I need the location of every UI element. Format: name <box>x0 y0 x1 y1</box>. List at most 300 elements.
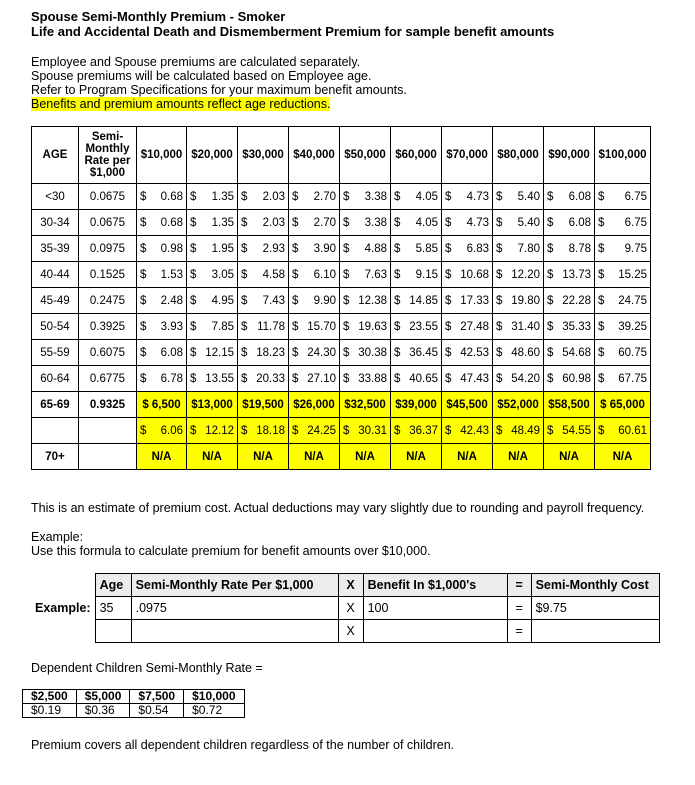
example-age: 35 <box>95 597 131 620</box>
dollar-sign: $ <box>445 320 452 333</box>
premium-value: 27.10 <box>307 372 336 385</box>
premium-value: 47.43 <box>460 372 489 385</box>
dependent-benefit: $7,500 <box>130 690 184 704</box>
dollar-sign: $ <box>343 294 350 307</box>
dollar-sign: $ <box>496 242 503 255</box>
dollar-sign: $ <box>394 190 401 203</box>
dollar-sign: $ <box>140 346 147 359</box>
dollar-sign: $ <box>445 372 452 385</box>
blank-rate-cell[interactable] <box>131 620 338 643</box>
premium-value: 6.06 <box>160 424 183 437</box>
premium-value: 12.15 <box>205 346 234 359</box>
dollar-sign: $ <box>598 424 605 437</box>
premium-value: 39.25 <box>618 320 647 333</box>
premium-cell <box>137 184 187 210</box>
premium-cell <box>442 262 493 288</box>
example-label: Example: <box>35 601 91 615</box>
premium-value: 6.75 <box>624 216 647 229</box>
header-amount: $50,000 <box>340 127 391 184</box>
premium-value: 11.78 <box>257 320 285 333</box>
premium-cell <box>289 184 340 210</box>
example-heading: Example: <box>31 530 84 544</box>
premium-value: 4.05 <box>415 216 438 229</box>
premium-value: 6.83 <box>466 242 489 255</box>
premium-cell <box>238 366 289 392</box>
premium-cell <box>340 314 391 340</box>
premium-value: 35.33 <box>562 320 591 333</box>
premium-cell <box>544 184 595 210</box>
dollar-sign: $ <box>190 294 197 307</box>
premium-value: 23.55 <box>409 320 438 333</box>
premium-row <box>32 340 651 366</box>
example-header-age: Age <box>95 574 131 597</box>
premium-cell <box>391 210 442 236</box>
premium-row-65-69-costs <box>32 418 651 444</box>
na-cell: N/A <box>544 444 595 470</box>
premium-cell <box>187 366 238 392</box>
premium-cell <box>289 314 340 340</box>
premium-value: 13.55 <box>205 372 234 385</box>
dependent-label: Dependent Children Semi-Monthly Rate = <box>31 661 263 675</box>
dollar-sign: $ <box>292 424 299 437</box>
dollar-sign: $ <box>394 372 401 385</box>
premium-value: 0.68 <box>160 190 183 203</box>
premium-value: 48.49 <box>511 424 540 437</box>
header-amount: $30,000 <box>238 127 289 184</box>
age-cell: 55-59 <box>32 340 79 366</box>
premium-cell <box>289 236 340 262</box>
dollar-sign: $ <box>190 190 197 203</box>
reduced-benefit-cell: $26,000 <box>289 392 340 418</box>
premium-cell <box>289 418 340 444</box>
premium-value: 2.70 <box>313 216 336 229</box>
premium-cell <box>238 210 289 236</box>
premium-value: 1.53 <box>160 268 183 281</box>
dollar-sign: $ <box>445 268 452 281</box>
premium-cell <box>544 340 595 366</box>
dollar-sign: $ <box>598 320 605 333</box>
dollar-sign: $ <box>496 216 503 229</box>
premium-value: 3.38 <box>364 216 387 229</box>
rate-cell-blank <box>79 418 137 444</box>
example-header-cost: Semi-Monthly Cost <box>531 574 659 597</box>
dependent-benefit: $2,500 <box>23 690 77 704</box>
dollar-sign: $ <box>140 372 147 385</box>
dollar-sign: $ <box>292 190 299 203</box>
dollar-sign: $ <box>598 294 605 307</box>
premium-cell <box>340 184 391 210</box>
premium-value: 22.28 <box>562 294 591 307</box>
dollar-sign: $ <box>140 320 147 333</box>
dollar-sign: $ <box>292 346 299 359</box>
dollar-sign: $ <box>343 372 350 385</box>
premium-value: 10.68 <box>460 268 489 281</box>
reduced-benefit-cell: $58,500 <box>544 392 595 418</box>
dollar-sign: $ <box>547 320 554 333</box>
dollar-sign: $ <box>547 294 554 307</box>
premium-value: 3.38 <box>364 190 387 203</box>
rate-cell: 0.6075 <box>79 340 137 366</box>
dollar-sign: $ <box>292 320 299 333</box>
premium-cell <box>391 236 442 262</box>
premium-cell <box>493 418 544 444</box>
premium-row <box>32 236 651 262</box>
premium-value: 12.12 <box>205 424 234 437</box>
premium-cell <box>340 340 391 366</box>
dollar-sign: $ <box>496 372 503 385</box>
na-cell: N/A <box>289 444 340 470</box>
premium-cell <box>187 418 238 444</box>
rate-cell: 0.3925 <box>79 314 137 340</box>
blank-age-cell[interactable] <box>95 620 131 643</box>
premium-value: 13.73 <box>562 268 591 281</box>
page-subtitle: Life and Accidental Death and Dismemberment Premium for sample benefit amounts <box>31 24 555 39</box>
example-benefit: 100 <box>363 597 507 620</box>
premium-value: 15.70 <box>307 320 336 333</box>
dollar-sign: $ <box>598 242 605 255</box>
premium-value: 4.73 <box>466 216 489 229</box>
dollar-sign: $ <box>241 190 248 203</box>
dollar-sign: $ <box>445 346 452 359</box>
dollar-sign: $ <box>190 268 197 281</box>
premium-value: 20.33 <box>256 372 285 385</box>
dollar-sign: $ <box>343 424 350 437</box>
dollar-sign: $ <box>394 320 401 333</box>
dollar-sign: $ <box>140 294 147 307</box>
na-cell: N/A <box>391 444 442 470</box>
premium-value: 9.90 <box>313 294 336 307</box>
premium-value: 6.75 <box>624 190 647 203</box>
dollar-sign: $ <box>496 424 503 437</box>
example-header-equals: = <box>507 574 531 597</box>
premium-cell <box>544 418 595 444</box>
dollar-sign: $ <box>598 268 605 281</box>
dollar-sign: $ <box>547 190 554 203</box>
premium-cell <box>493 262 544 288</box>
premium-cell <box>137 340 187 366</box>
premium-cell <box>340 236 391 262</box>
dollar-sign: $ <box>343 346 350 359</box>
premium-value: 19.80 <box>511 294 540 307</box>
reduced-benefit-cell: $19,500 <box>238 392 289 418</box>
intro-line-2: Spouse premiums will be calculated based on Employee age. <box>31 69 372 83</box>
premium-value: 4.58 <box>262 268 285 281</box>
dollar-sign: $ <box>445 424 452 437</box>
premium-value: 17.33 <box>460 294 489 307</box>
dollar-sign: $ <box>547 268 554 281</box>
premium-cell <box>595 288 651 314</box>
dollar-sign: $ <box>394 294 401 307</box>
dollar-sign: $ <box>343 216 350 229</box>
dollar-sign: $ <box>190 242 197 255</box>
header-rate: Semi-Monthly Rate per $1,000 <box>79 127 137 184</box>
age-cell: 35-39 <box>32 236 79 262</box>
premium-value: 4.95 <box>211 294 234 307</box>
premium-value: 14.85 <box>409 294 438 307</box>
header-amount: $100,000 <box>595 127 651 184</box>
dollar-sign: $ <box>241 268 248 281</box>
example-instruction: Use this formula to calculate premium for benefit amounts over $10,000. <box>31 544 431 558</box>
premium-cell <box>544 262 595 288</box>
premium-value: 18.18 <box>256 424 285 437</box>
reduced-benefit-cell: $ 6,500 <box>137 392 187 418</box>
example-header-rate: Semi-Monthly Rate Per $1,000 <box>131 574 338 597</box>
premium-cell <box>137 210 187 236</box>
premium-row <box>32 262 651 288</box>
header-amount: $20,000 <box>187 127 238 184</box>
dollar-sign: $ <box>343 190 350 203</box>
premium-value: 54.55 <box>562 424 591 437</box>
premium-cell <box>595 184 651 210</box>
premium-cell <box>595 210 651 236</box>
premium-value: 5.85 <box>415 242 438 255</box>
na-cell: N/A <box>340 444 391 470</box>
premium-cell <box>289 210 340 236</box>
premium-value: 7.43 <box>262 294 285 307</box>
dependent-note: Premium covers all dependent children regardless of the number of children. <box>31 738 455 752</box>
dollar-sign: $ <box>598 190 605 203</box>
premium-cell <box>595 366 651 392</box>
premium-cell <box>340 288 391 314</box>
blank-benefit-cell[interactable] <box>363 620 507 643</box>
premium-cell <box>187 210 238 236</box>
premium-cell <box>544 314 595 340</box>
header-amount: $10,000 <box>137 127 187 184</box>
premium-value: 7.80 <box>517 242 540 255</box>
premium-cell <box>493 340 544 366</box>
premium-cell <box>493 184 544 210</box>
premium-value: 40.65 <box>409 372 438 385</box>
header-age: AGE <box>32 127 79 184</box>
premium-value: 3.93 <box>160 320 183 333</box>
blank-equals: = <box>507 620 531 643</box>
dollar-sign: $ <box>496 268 503 281</box>
premium-value: 2.03 <box>262 190 285 203</box>
premium-value: 1.35 <box>211 216 234 229</box>
premium-value: 60.75 <box>618 346 647 359</box>
dollar-sign: $ <box>547 372 554 385</box>
header-amount: $40,000 <box>289 127 340 184</box>
example-header-times: X <box>338 574 363 597</box>
premium-value: 6.08 <box>160 346 183 359</box>
premium-value: 60.98 <box>562 372 591 385</box>
dollar-sign: $ <box>343 268 350 281</box>
premium-value: 6.08 <box>568 190 591 203</box>
na-cell: N/A <box>238 444 289 470</box>
premium-cell <box>187 340 238 366</box>
premium-cell <box>238 340 289 366</box>
example-rate: .0975 <box>131 597 338 620</box>
dollar-sign: $ <box>394 242 401 255</box>
premium-table <box>31 126 651 470</box>
premium-cell <box>391 418 442 444</box>
example-table <box>31 573 660 643</box>
dollar-sign: $ <box>140 424 147 437</box>
dependent-benefit: $10,000 <box>184 690 244 704</box>
premium-cell <box>595 236 651 262</box>
reduced-benefit-cell: $45,500 <box>442 392 493 418</box>
premium-cell <box>187 184 238 210</box>
premium-cell <box>340 210 391 236</box>
premium-cell <box>442 340 493 366</box>
premium-cell <box>238 184 289 210</box>
rate-cell: 0.6775 <box>79 366 137 392</box>
premium-cell <box>137 288 187 314</box>
page-title: Spouse Semi-Monthly Premium - Smoker <box>31 9 286 24</box>
premium-cell <box>442 418 493 444</box>
premium-value: 24.30 <box>307 346 336 359</box>
premium-row-70 <box>32 444 651 470</box>
na-cell: N/A <box>493 444 544 470</box>
dollar-sign: $ <box>394 424 401 437</box>
premium-cell <box>289 340 340 366</box>
premium-value: 2.70 <box>313 190 336 203</box>
premium-cell <box>187 236 238 262</box>
premium-value: 5.40 <box>517 216 540 229</box>
dollar-sign: $ <box>394 216 401 229</box>
reduced-benefit-cell: $32,500 <box>340 392 391 418</box>
rate-cell: 0.1525 <box>79 262 137 288</box>
dollar-sign: $ <box>241 346 248 359</box>
premium-cell <box>595 314 651 340</box>
dependent-rate: $0.36 <box>76 704 130 718</box>
premium-value: 27.48 <box>460 320 489 333</box>
age-cell: 40-44 <box>32 262 79 288</box>
premium-cell <box>442 210 493 236</box>
premium-row-65-69 <box>32 392 651 418</box>
rate-cell: 0.2475 <box>79 288 137 314</box>
dependent-rate-table <box>22 689 245 718</box>
dollar-sign: $ <box>241 242 248 255</box>
premium-value: 4.88 <box>364 242 387 255</box>
premium-cell <box>137 262 187 288</box>
premium-value: 24.75 <box>618 294 647 307</box>
dollar-sign: $ <box>292 372 299 385</box>
premium-value: 3.90 <box>313 242 336 255</box>
premium-value: 54.20 <box>511 372 540 385</box>
rate-cell-blank <box>79 444 137 470</box>
dollar-sign: $ <box>445 294 452 307</box>
dollar-sign: $ <box>190 346 197 359</box>
premium-value: 15.25 <box>618 268 647 281</box>
dollar-sign: $ <box>292 294 299 307</box>
dollar-sign: $ <box>445 216 452 229</box>
blank-cost-cell[interactable] <box>531 620 659 643</box>
premium-value: 4.05 <box>415 190 438 203</box>
premium-cell <box>391 262 442 288</box>
premium-value: 60.61 <box>618 424 647 437</box>
premium-value: 4.73 <box>466 190 489 203</box>
premium-row <box>32 210 651 236</box>
premium-row <box>32 314 651 340</box>
premium-value: 9.75 <box>624 242 647 255</box>
dollar-sign: $ <box>598 372 605 385</box>
dependent-benefit: $5,000 <box>76 690 130 704</box>
premium-value: 2.93 <box>262 242 285 255</box>
premium-row <box>32 184 651 210</box>
premium-value: 33.88 <box>358 372 387 385</box>
header-amount: $80,000 <box>493 127 544 184</box>
dollar-sign: $ <box>598 346 605 359</box>
premium-cell <box>595 340 651 366</box>
example-header-benefit: Benefit In $1,000's <box>363 574 507 597</box>
dollar-sign: $ <box>241 294 248 307</box>
premium-cell <box>137 366 187 392</box>
dollar-sign: $ <box>241 320 248 333</box>
rate-cell: 0.0675 <box>79 184 137 210</box>
premium-header-row <box>32 127 651 184</box>
dependent-rate: $0.19 <box>23 704 77 718</box>
na-cell: N/A <box>442 444 493 470</box>
premium-value: 42.53 <box>460 346 489 359</box>
reduced-benefit-cell: $ 65,000 <box>595 392 651 418</box>
premium-value: 7.63 <box>364 268 387 281</box>
premium-value: 30.31 <box>358 424 387 437</box>
premium-value: 54.68 <box>562 346 591 359</box>
premium-cell <box>544 366 595 392</box>
age-cell: 65-69 <box>32 392 79 418</box>
premium-cell <box>289 288 340 314</box>
dollar-sign: $ <box>140 242 147 255</box>
dollar-sign: $ <box>445 242 452 255</box>
example-cost: $9.75 <box>531 597 659 620</box>
premium-value: 12.20 <box>511 268 540 281</box>
premium-cell <box>442 314 493 340</box>
premium-cell <box>442 236 493 262</box>
premium-cell <box>340 418 391 444</box>
dependent-rate: $0.54 <box>130 704 184 718</box>
premium-cell <box>595 418 651 444</box>
premium-cell <box>493 366 544 392</box>
intro-highlight-text: Benefits and premium amounts reflect age reductions. <box>31 97 331 111</box>
premium-value: 48.60 <box>511 346 540 359</box>
premium-cell <box>391 184 442 210</box>
premium-cell <box>391 288 442 314</box>
reduced-benefit-cell: $52,000 <box>493 392 544 418</box>
premium-cell <box>137 314 187 340</box>
dollar-sign: $ <box>496 320 503 333</box>
header-amount: $90,000 <box>544 127 595 184</box>
header-amount: $60,000 <box>391 127 442 184</box>
premium-value: 1.95 <box>211 242 234 255</box>
premium-cell <box>442 288 493 314</box>
dollar-sign: $ <box>292 216 299 229</box>
example-blank-row <box>31 620 659 643</box>
premium-cell <box>340 366 391 392</box>
dollar-sign: $ <box>547 346 554 359</box>
premium-value: 67.75 <box>618 372 647 385</box>
premium-cell <box>137 236 187 262</box>
na-cell: N/A <box>137 444 187 470</box>
premium-value: 18.23 <box>256 346 285 359</box>
premium-cell <box>187 262 238 288</box>
dollar-sign: $ <box>140 190 147 203</box>
premium-cell <box>595 262 651 288</box>
intro-highlight <box>31 97 330 111</box>
premium-value: 36.37 <box>409 424 438 437</box>
premium-cell <box>238 288 289 314</box>
reduced-benefit-cell: $13,000 <box>187 392 238 418</box>
premium-value: 19.63 <box>358 320 387 333</box>
example-row <box>31 597 659 620</box>
premium-row <box>32 366 651 392</box>
premium-cell <box>137 418 187 444</box>
premium-cell <box>238 262 289 288</box>
dollar-sign: $ <box>394 268 401 281</box>
dollar-sign: $ <box>190 216 197 229</box>
dollar-sign: $ <box>190 320 197 333</box>
premium-value: 2.48 <box>160 294 183 307</box>
